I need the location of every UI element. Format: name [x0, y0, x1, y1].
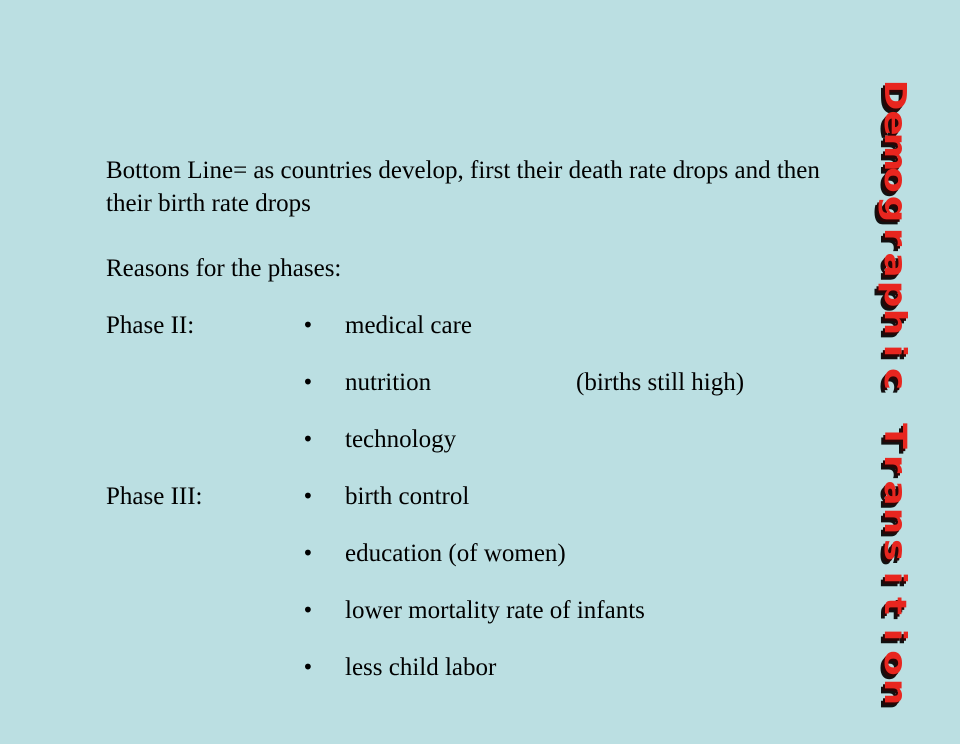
wordart-letter: a [877, 480, 912, 506]
bullet-icon: • [302, 484, 314, 508]
wordart-letter: r [877, 227, 912, 247]
bottom-line-text: Bottom Line= as countries develop, first their death rate drops and then their birth rate drops [106, 157, 820, 217]
bullet-icon: • [302, 598, 314, 622]
wordart-letter: o [877, 167, 912, 194]
phase-iii-label: Phase III: [106, 483, 203, 510]
wordart-letter: D [877, 79, 912, 111]
phase-iii-row-3 [106, 594, 826, 627]
bullet-icon: • [302, 655, 314, 679]
wordart-letter: o [877, 650, 912, 677]
wordart-letters [852, 80, 936, 705]
reasons-heading: Reasons for the phases: [106, 255, 342, 282]
wordart-letter: n [877, 507, 912, 535]
list-item: lower mortality rate of infants [345, 597, 645, 624]
phase-iii-row-1 [106, 480, 826, 513]
list-item: technology [345, 426, 457, 453]
wordart-letter: e [877, 110, 912, 137]
wordart-letter: c [877, 367, 912, 391]
wordart-letter: n [877, 678, 912, 705]
phase-ii-note: (births still high) [576, 369, 745, 396]
wordart-letter: p [877, 280, 912, 308]
wordart-letter: a [877, 252, 912, 279]
bullet-icon: • [302, 313, 314, 337]
wordart-letter: t [877, 597, 912, 616]
wordart-title [852, 80, 936, 705]
list-item: medical care [345, 312, 472, 339]
bullet-icon: • [302, 370, 314, 394]
bullet-icon: • [302, 427, 314, 451]
wordart-letter: T [877, 423, 912, 449]
wordart-letter: i [877, 571, 912, 585]
wordart-letter: h [877, 308, 912, 336]
phase-ii-label: Phase II: [106, 312, 195, 339]
phase-iii-row-4 [106, 651, 826, 684]
list-item: less child labor [345, 654, 497, 681]
wordart-letter: r [877, 455, 912, 474]
bullet-icon: • [302, 541, 314, 565]
wordart-letter: i [877, 628, 912, 642]
phase-ii-row-3 [106, 423, 826, 456]
wordart-letter: s [877, 538, 912, 561]
list-item: education (of women) [345, 540, 566, 567]
phase-iii-row-2 [106, 537, 826, 570]
list-item: birth control [345, 483, 470, 510]
wordart-letter: i [877, 344, 912, 358]
list-item: nutrition [345, 369, 432, 396]
wordart-letter: g [877, 195, 912, 223]
phase-ii-row-1 [106, 309, 826, 342]
phase-ii-row-2 [106, 366, 826, 399]
wordart-letter: m [877, 132, 912, 172]
